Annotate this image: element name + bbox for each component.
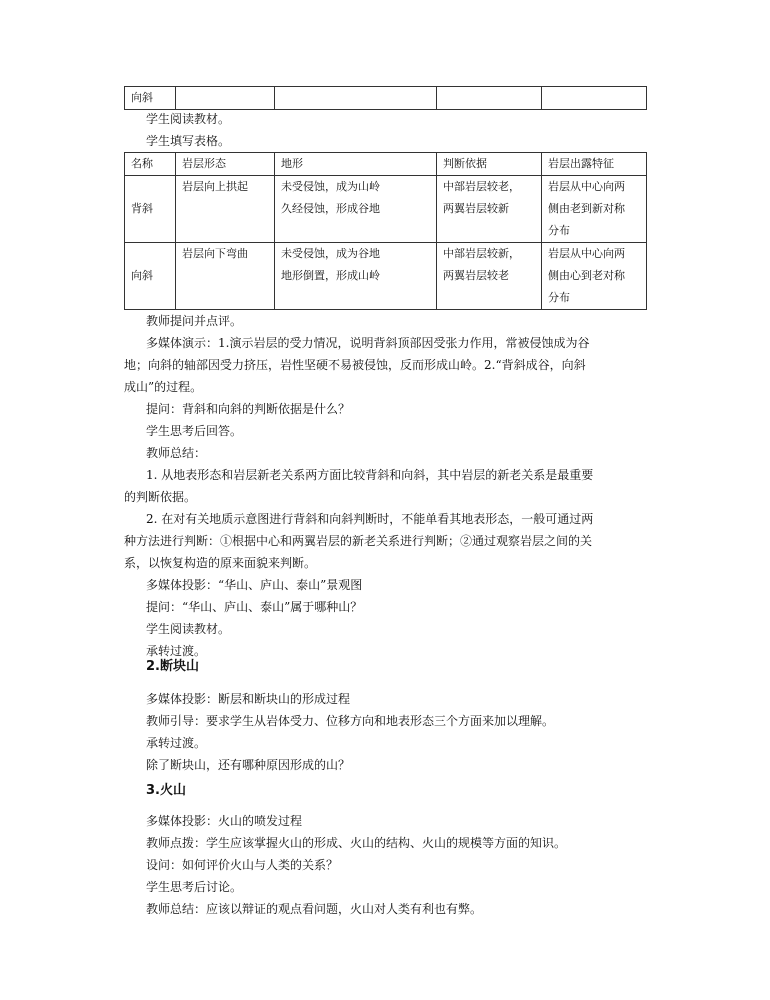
paragraph-line: 多媒体演示：1.演示岩层的受力情况，说明背斜顶部因受张力作用，常被侵蚀成为谷	[146, 336, 590, 350]
table-row	[125, 243, 647, 310]
cell-line: 中部岩层较老，	[443, 180, 520, 193]
table-cell	[275, 243, 437, 310]
cell-line: 两翼岩层较老	[443, 269, 509, 282]
table-cell: 向斜	[125, 87, 176, 110]
paragraph: 学生思考后讨论。	[146, 880, 243, 894]
cell-line: 分布	[548, 291, 570, 304]
table-cell	[542, 243, 647, 310]
paragraph: 教师引导：要求学生从岩体受力、位移方向和地表形态三个方面来加以理解。	[146, 714, 555, 728]
paragraph: 多媒体投影：断层和断块山的形成过程	[146, 692, 351, 706]
paragraph: 学生思考后回答。	[146, 424, 243, 438]
cell-line: 岩层从中心向两	[548, 180, 625, 193]
table-cell: 背斜	[125, 176, 176, 243]
paragraph: 多媒体投影：火山的喷发过程	[146, 814, 303, 828]
cell-line: 侧由心到老对称	[548, 269, 625, 282]
column-header: 岩层出露特征	[542, 153, 647, 176]
table-header-row	[125, 153, 647, 176]
paragraph: 教师提问并点评。	[146, 314, 243, 328]
table-cell: 向斜	[125, 243, 176, 310]
table-cell	[542, 87, 647, 110]
paragraph-line: 成山”的过程。	[124, 380, 203, 394]
table-cell	[542, 176, 647, 243]
paragraph-line: 地；向斜的轴部因受力挤压，岩性坚硬不易被侵蚀，反而形成山岭。2.“背斜成谷，向斜	[124, 358, 586, 372]
cell-line: 侧由老到新对称	[548, 202, 625, 215]
cell-line: 地形倒置，形成山岭	[281, 269, 380, 282]
cell-line: 未受侵蚀，成为谷地	[281, 247, 380, 260]
cell-line: 未受侵蚀，成为山岭	[281, 180, 380, 193]
table-row	[125, 176, 647, 243]
section-heading: 3.火山	[146, 783, 186, 798]
fold-comparison-table	[124, 152, 647, 310]
paragraph: 承转过渡。	[146, 736, 207, 750]
paragraph-line: 的判断依据。	[124, 490, 197, 504]
paragraph: 提问：“华山、庐山、泰山”属于哪种山？	[146, 600, 363, 614]
table-row	[125, 87, 647, 110]
column-header: 判断依据	[437, 153, 542, 176]
paragraph: 学生阅读教材。	[146, 622, 231, 636]
paragraph-line: 系，以恢复构造的原来面貌来判断。	[124, 556, 317, 570]
paragraph-line: 2. 在对有关地质示意图进行背斜和向斜判断时，不能单看其地表形态，一般可通过两	[146, 512, 594, 526]
paragraph: 提问：背斜和向斜的判断依据是什么？	[146, 402, 351, 416]
table-cell	[275, 87, 437, 110]
column-header: 名称	[125, 153, 176, 176]
paragraph: 多媒体投影：“华山、庐山、泰山”景观图	[146, 578, 363, 592]
table-cell	[176, 87, 275, 110]
column-header: 地形	[275, 153, 437, 176]
table-cell: 岩层向上拱起	[176, 176, 275, 243]
cell-line: 久经侵蚀，形成谷地	[281, 202, 380, 215]
paragraph-line: 1. 从地表形态和岩层新老关系两方面比较背斜和向斜，其中岩层的新老关系是最重要	[146, 468, 594, 482]
top-table-fragment	[124, 86, 647, 110]
table-cell	[275, 176, 437, 243]
paragraph: 教师点拨：学生应该掌握火山的形成、火山的结构、火山的规模等方面的知识。	[146, 836, 567, 850]
cell-line: 中部岩层较新，	[443, 247, 520, 260]
table-cell	[437, 243, 542, 310]
cell-line: 岩层从中心向两	[548, 247, 625, 260]
table-cell	[437, 87, 542, 110]
table-cell	[437, 176, 542, 243]
cell-line: 两翼岩层较新	[443, 202, 509, 215]
cell-line: 分布	[548, 224, 570, 237]
paragraph: 教师总结：应该以辩证的观点看问题，火山对人类有利也有弊。	[146, 902, 483, 916]
paragraph: 除了断块山，还有哪种原因形成的山？	[146, 758, 351, 772]
section-heading: 2.断块山	[146, 659, 199, 674]
column-header: 岩层形态	[176, 153, 275, 176]
paragraph: 教师总结：	[146, 446, 207, 460]
paragraph: 学生填写表格。	[146, 134, 231, 148]
paragraph: 学生阅读教材。	[146, 112, 231, 126]
paragraph: 设问：如何评价火山与人类的关系？	[146, 858, 339, 872]
paragraph: 承转过渡。	[146, 644, 207, 658]
paragraph-line: 种方法进行判断：①根据中心和两翼岩层的新老关系进行判断；②通过观察岩层之间的关	[124, 534, 593, 548]
table-cell: 岩层向下弯曲	[176, 243, 275, 310]
